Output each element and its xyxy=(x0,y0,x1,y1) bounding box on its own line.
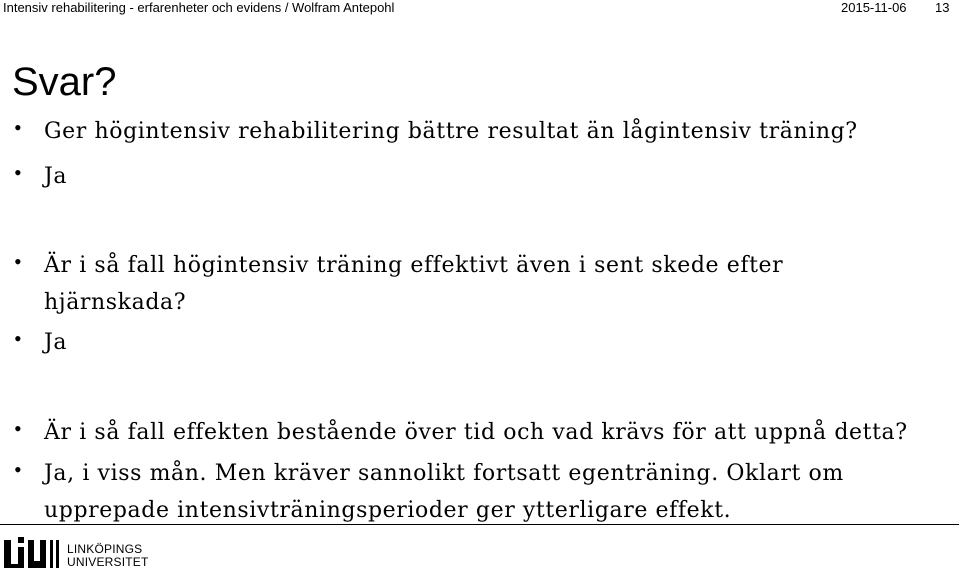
bullet-line: Är i så fall högintensiv träning effektivt även i sent skede efter xyxy=(44,253,784,278)
document-title: Intensiv rehabilitering - erfarenheter och evidens / Wolfram Antepohl xyxy=(3,0,395,15)
bullet-icon: • xyxy=(14,326,22,351)
bullet-text xyxy=(44,247,949,321)
slide-title: Svar? xyxy=(12,60,117,104)
bullet-icon: • xyxy=(14,457,22,482)
bullet-text xyxy=(44,455,949,529)
bullet-line: upprepade intensivträningsperioder ger ytterligare effekt. xyxy=(44,498,732,523)
bullet-icon: • xyxy=(14,249,22,274)
bullet-text xyxy=(44,324,949,361)
bullet-icon: • xyxy=(14,115,22,140)
bullet-line: hjärnskada? xyxy=(44,290,187,315)
university-name-line: UNIVERSITET xyxy=(67,555,149,569)
bullet-text xyxy=(44,414,949,451)
bullet-icon: • xyxy=(14,416,22,441)
footer-divider xyxy=(0,524,959,525)
bullet-line: Ja xyxy=(44,330,68,355)
bullet-text xyxy=(44,113,949,150)
bullet-line: Är i så fall effekten bestående över tid och vad krävs för att uppnå detta? xyxy=(44,420,908,445)
bullet-text xyxy=(44,158,949,195)
university-name-line: LINKÖPINGS xyxy=(67,542,143,556)
bullet-icon: • xyxy=(14,160,22,185)
bullet-line: Ger högintensiv rehabilitering bättre resultat än lågintensiv träning? xyxy=(44,119,858,144)
page-number: 13 xyxy=(935,0,950,15)
university-name xyxy=(67,543,149,569)
liu-logo-icon xyxy=(4,537,64,570)
bullet-line: Ja xyxy=(44,164,68,189)
bullet-line: Ja, i viss mån. Men kräver sannolikt fortsatt egenträning. Oklart om xyxy=(44,461,844,486)
slide-date: 2015-11-06 xyxy=(841,0,907,15)
